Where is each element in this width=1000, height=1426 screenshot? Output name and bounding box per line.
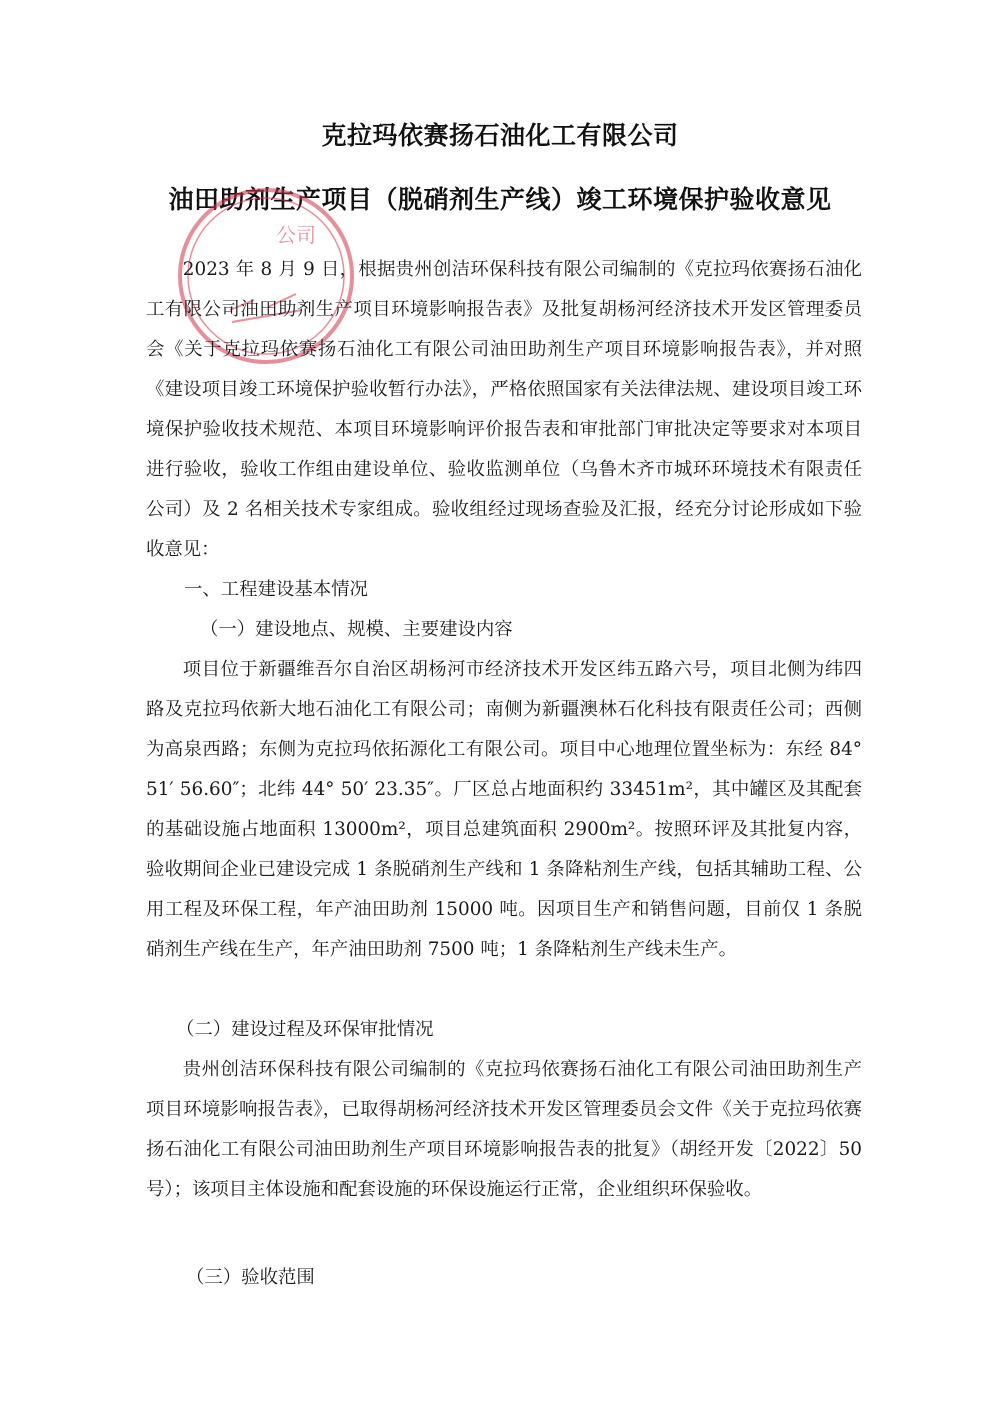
seal-text: 公司 xyxy=(276,223,316,247)
subsection3-heading: （三）验收范围 xyxy=(186,1267,315,1288)
subsection2-heading: （二）建设过程及环保审批情况 xyxy=(176,1019,434,1040)
subsection1-heading: （一）建设地点、规模、主要建设内容 xyxy=(200,619,513,640)
document-title-line1: 克拉玛依赛扬石油化工有限公司 xyxy=(321,121,679,150)
intro-paragraph: 2023 年 8 月 9 日，根据贵州创洁环保科技有限公司编制的《克拉玛依赛扬石油化工有限公司油田助剂生产项目环境影响报告表》及批复胡杨河经济技术开发区管理委员会《关于克拉玛依赛扬石油化工有限公司油田助剂生产项目环境影响报告表》，并对照《建设项目竣工环境保护验收暂行办法》，严格依照国家有关法律法规、建设项目竣工环境保护验收技术规范、本项目环境影响评价报告表和审批部门审批决定等要求对本项目进行验收，验收工作组由建设单位、验收监测单位（乌鲁木齐市城环环境技术有限责任公司）及 2 名相关技术专家组成。验收组经过现场查验及汇报，经充分讨论形成如下验收意见： xyxy=(146,259,862,560)
subsection1-block xyxy=(146,650,862,970)
subsection2-block xyxy=(146,1050,862,1210)
subsection1-paragraph: 项目位于新疆维吾尔自治区胡杨河市经济技术开发区纬五路六号，项目北侧为纬四路及克拉玛依新大地石油化工有限公司；南侧为新疆澳林石化科技有限责任公司；西侧为高泉西路；东侧为克拉玛依拓源化工有限公司。项目中心地理位置坐标为：东经 84° 51′ 56.60″；北纬 44° 50′ 23.35″。厂区总占地面积约 33451m²，其中罐区及其配套的基础设施占地面积 13000m²，项目总建筑面积 2900m²。按照环评及其批复内容，验收期间企业已建设完成 1 条脱硝剂生产线和 1 条降粘剂生产线，包括其辅助工程、公用工程及环保工程，年产油田助剂 15000 吨。因项目生产和销售问题，目前仅 1 条脱硝剂生产线在生产，年产油田助剂 7500 吨；1 条降粘剂生产线未生产。 xyxy=(146,659,862,960)
subsection2-paragraph: 贵州创洁环保科技有限公司编制的《克拉玛依赛扬石油化工有限公司油田助剂生产项目环境影响报告表》，已取得胡杨河经济技术开发区管理委员会文件《关于克拉玛依赛扬石油化工有限公司油田助剂生产项目环境影响报告表的批复》（胡经开发〔2022〕50 号）；该项目主体设施和配套设施的环保设施运行正常，企业组织环保验收。 xyxy=(146,1059,862,1200)
section1-heading: 一、工程建设基本情况 xyxy=(184,579,368,600)
document-title-line2: 油田助剂生产项目（脱硝剂生产线）竣工环境保护验收意见 xyxy=(168,185,832,214)
intro-block xyxy=(146,250,862,570)
